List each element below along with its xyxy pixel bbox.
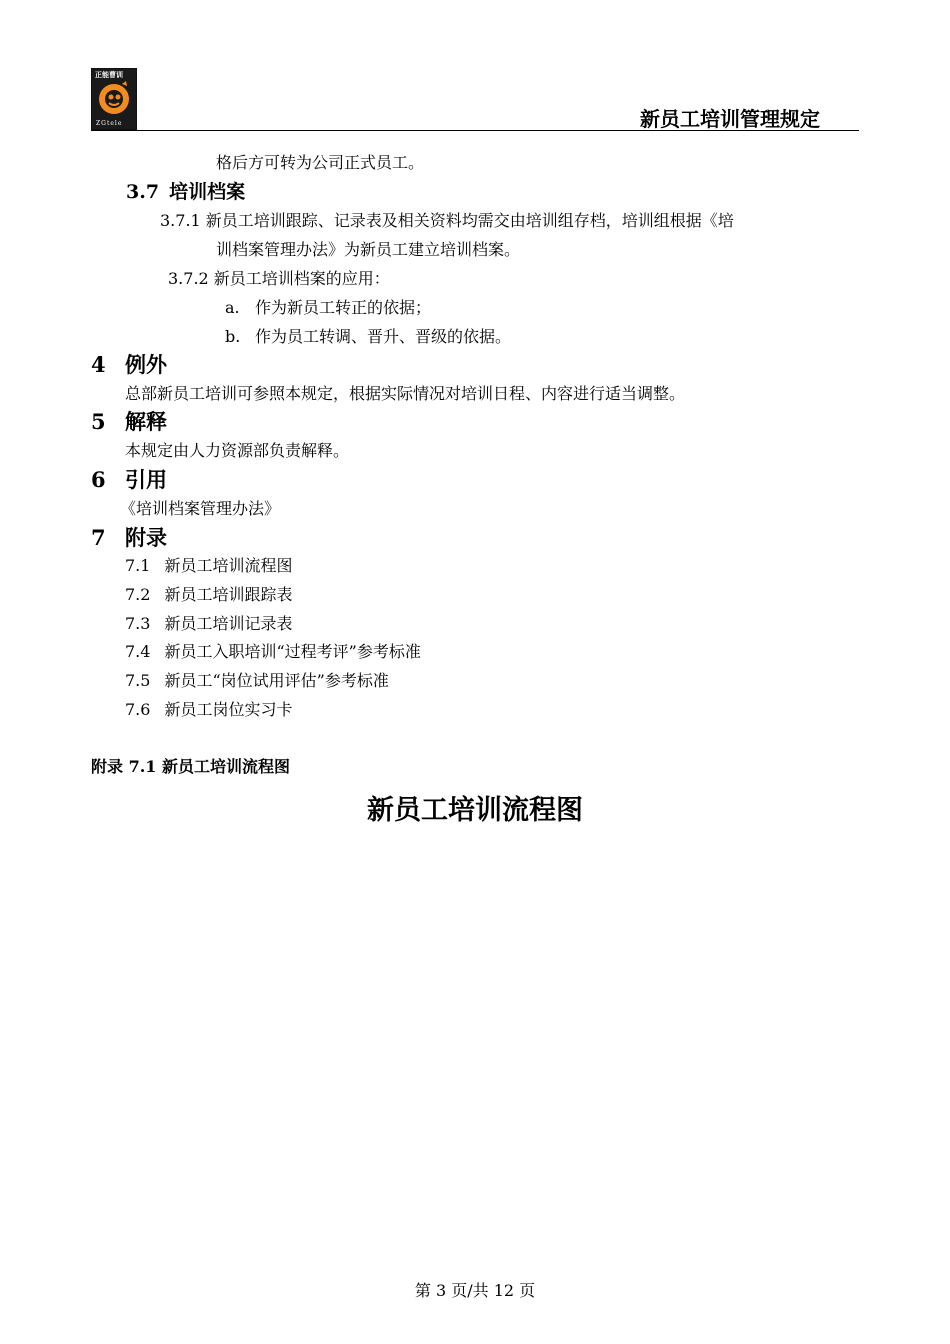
list-item-label: a.: [225, 298, 240, 317]
appendix-item-text: 新员工岗位实习卡: [164, 700, 293, 719]
section-title: 引用: [125, 467, 167, 492]
section-number: 7: [91, 525, 106, 550]
logo-face-icon: [96, 80, 132, 116]
section-number: 3.7: [126, 181, 160, 203]
appendix-item-number: 7.1: [125, 556, 151, 575]
logo-text-top: 正能曹训: [95, 70, 123, 79]
list-item: [225, 295, 431, 318]
appendix-item-number: 7.4: [125, 642, 151, 661]
list-item-text: 作为员工转调、晋升、晋级的依据。: [255, 327, 512, 346]
appendix-item-number: 7.6: [125, 700, 151, 719]
section-3-7-heading: [126, 177, 245, 204]
appendix-item-text: 新员工“岗位试用评估”参考标准: [164, 671, 389, 690]
document-header-title: 新员工培训管理规定: [640, 107, 820, 131]
continued-paragraph: 格后方可转为公司正式员工。: [216, 153, 425, 172]
appendix-item-number: 7.2: [125, 585, 151, 604]
list-item: [225, 324, 511, 347]
section-6-text: 《培训档案管理办法》: [120, 499, 281, 518]
appendix-item-text: 新员工培训流程图: [164, 556, 293, 575]
header-divider: [91, 130, 859, 131]
page-number: 第 3 页/共 12 页: [414, 1281, 536, 1300]
appendix-7-1-label: 附录 7.1 新员工培训流程图: [91, 757, 290, 776]
list-item-label: b.: [225, 327, 241, 346]
section-5-heading: [91, 406, 167, 436]
section-7-heading: [91, 522, 167, 552]
company-logo: [91, 68, 137, 130]
flowchart-title: 新员工培训流程图: [367, 795, 583, 826]
section-number: 5: [91, 409, 106, 434]
list-item-text: 作为新员工转正的依据；: [255, 298, 432, 317]
appendix-list-item: [125, 582, 292, 605]
appendix-item-number: 7.3: [125, 614, 151, 633]
section-5-text: 本规定由人力资源部负责解释。: [125, 441, 350, 460]
section-title: 附录: [125, 525, 167, 550]
section-4-text: 总部新员工培训可参照本规定，根据实际情况对培训日程、内容进行适当调整。: [125, 384, 686, 403]
logo-text-bottom: ZGtele: [96, 120, 123, 127]
section-number: 4: [91, 352, 106, 377]
clause-3-7-2: 3.7.2 新员工培训档案的应用：: [168, 269, 390, 288]
section-title: 解释: [125, 409, 167, 434]
appendix-list-item: [125, 697, 292, 720]
clause-3-7-1-line-2: 训档案管理办法》为新员工建立培训档案。: [216, 240, 521, 259]
section-title: 例外: [125, 352, 167, 377]
section-number: 6: [91, 467, 106, 492]
appendix-item-text: 新员工培训记录表: [164, 614, 293, 633]
clause-3-7-1-line-1: 3.7.1 新员工培训跟踪、记录表及相关资料均需交由培训组存档，培训组根据《培: [160, 211, 734, 230]
appendix-list-item: [125, 611, 292, 634]
appendix-item-text: 新员工入职培训“过程考评”参考标准: [164, 642, 421, 661]
appendix-list-item: [125, 668, 389, 691]
appendix-list-item: [125, 639, 421, 662]
appendix-list-item: [125, 553, 292, 576]
appendix-item-text: 新员工培训跟踪表: [164, 585, 293, 604]
section-title: 培训档案: [169, 181, 246, 203]
section-4-heading: [91, 349, 167, 379]
appendix-item-number: 7.5: [125, 671, 151, 690]
section-6-heading: [91, 464, 167, 494]
